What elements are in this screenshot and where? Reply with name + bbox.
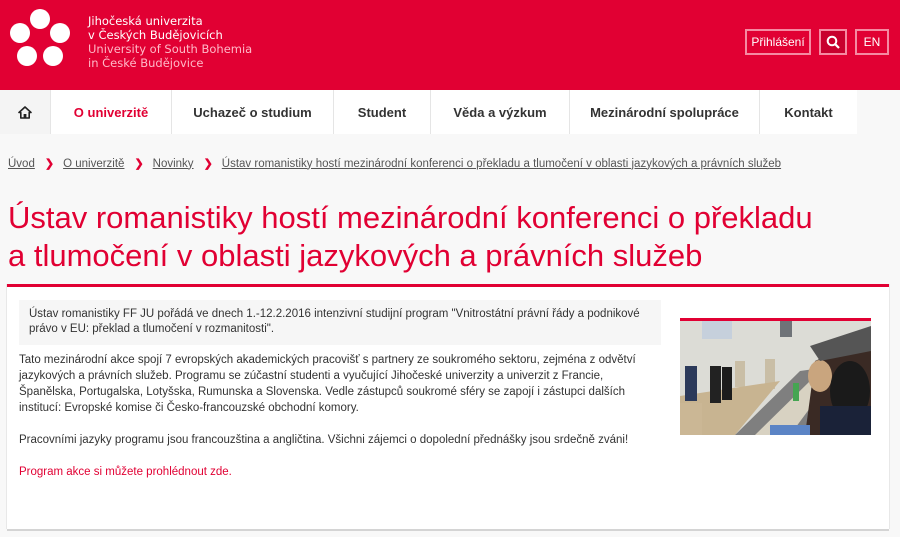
breadcrumb-home[interactable]: Úvod: [8, 157, 35, 170]
chevron-right-icon: ❯: [44, 158, 55, 170]
nav-item-kontakt[interactable]: Kontakt: [784, 104, 833, 120]
main-nav: [0, 90, 857, 134]
nav-item-o-univerzite[interactable]: O univerzitě: [51, 90, 172, 134]
nav-home[interactable]: [0, 90, 51, 134]
nav-item-student[interactable]: Student: [334, 90, 431, 134]
nav-item-uchazec[interactable]: Uchazeč o studium: [172, 90, 334, 134]
breadcrumb-current[interactable]: Ústav romanistiky hostí mezinárodní konferenci o překladu a tlumočení v oblasti jazykových a právních služeb: [221, 157, 782, 170]
page-title: [8, 199, 888, 275]
breadcrumb-o-univerzite[interactable]: O univerzitě: [63, 157, 125, 170]
site-header: [0, 0, 900, 90]
logo-line-cz-1: Jihočeská univerzita: [88, 14, 203, 28]
article-body: [19, 352, 659, 496]
page-title-line-1: Ústav romanistiky hostí mezinárodní konferenci o překladu: [8, 200, 813, 235]
nav-item-veda[interactable]: Věda a výzkum: [431, 90, 570, 134]
page-title-line-2: a tlumočení v oblasti jazykových a právních služeb: [8, 238, 703, 273]
search-button[interactable]: [819, 29, 847, 55]
chevron-right-icon: ❯: [203, 158, 213, 170]
logo-line-en-2: in České Budějovice: [88, 56, 204, 70]
article-perex: Ústav romanistiky FF JU pořádá ve dnech 1.-12.2.2016 intenzivní studijní program "Vnitrostátní právní řády a podnikové právo v EU: překlad a tlumočení v rozmanitosti".: [19, 300, 661, 345]
breadcrumb-novinky[interactable]: Novinky: [152, 157, 194, 170]
login-button[interactable]: Přihlášení: [745, 29, 811, 55]
home-icon: [18, 106, 32, 119]
logo-line-cz-2: v Českých Budějovicích: [88, 28, 223, 42]
nav-item-mezinarodni[interactable]: Mezinárodní spolupráce: [570, 90, 760, 134]
university-logo-icon[interactable]: [8, 9, 72, 69]
breadcrumb: [8, 157, 781, 170]
logo-line-en-1: University of South Bohemia: [88, 42, 253, 56]
search-icon: [826, 35, 840, 49]
article-paragraph: Tato mezinárodní akce spojí 7 evropských akademických pracovišť s partnery ze soukromého sektoru, zejména z odvětví jazykových a právních služeb. Programu se zúčastní studenti a vyučující Jihočeské univerzity a univerzit z Francie, Španělska, Portugalska, Lotyšska, Rumunska a Slovenska. Vedle zástupců soukromé sféry se zapojí i zástupci dalších institucí: Evropské komise či Česko-francouzské obchodní komory.: [19, 354, 636, 414]
university-name[interactable]: [88, 14, 252, 70]
article-paragraph: Pracovními jazyky programu jsou francouzština a angličtina. Všichni zájemci o dopolední přednášky jsou srdečně zváni!: [19, 434, 629, 446]
article-card: [7, 284, 889, 529]
program-link[interactable]: Program akce si můžete prohlédnout zde.: [19, 466, 232, 478]
chevron-right-icon: ❯: [134, 158, 144, 170]
language-button[interactable]: EN: [855, 29, 889, 55]
article-photo[interactable]: [680, 318, 871, 435]
lecture-hall-photo-icon: [680, 321, 871, 435]
